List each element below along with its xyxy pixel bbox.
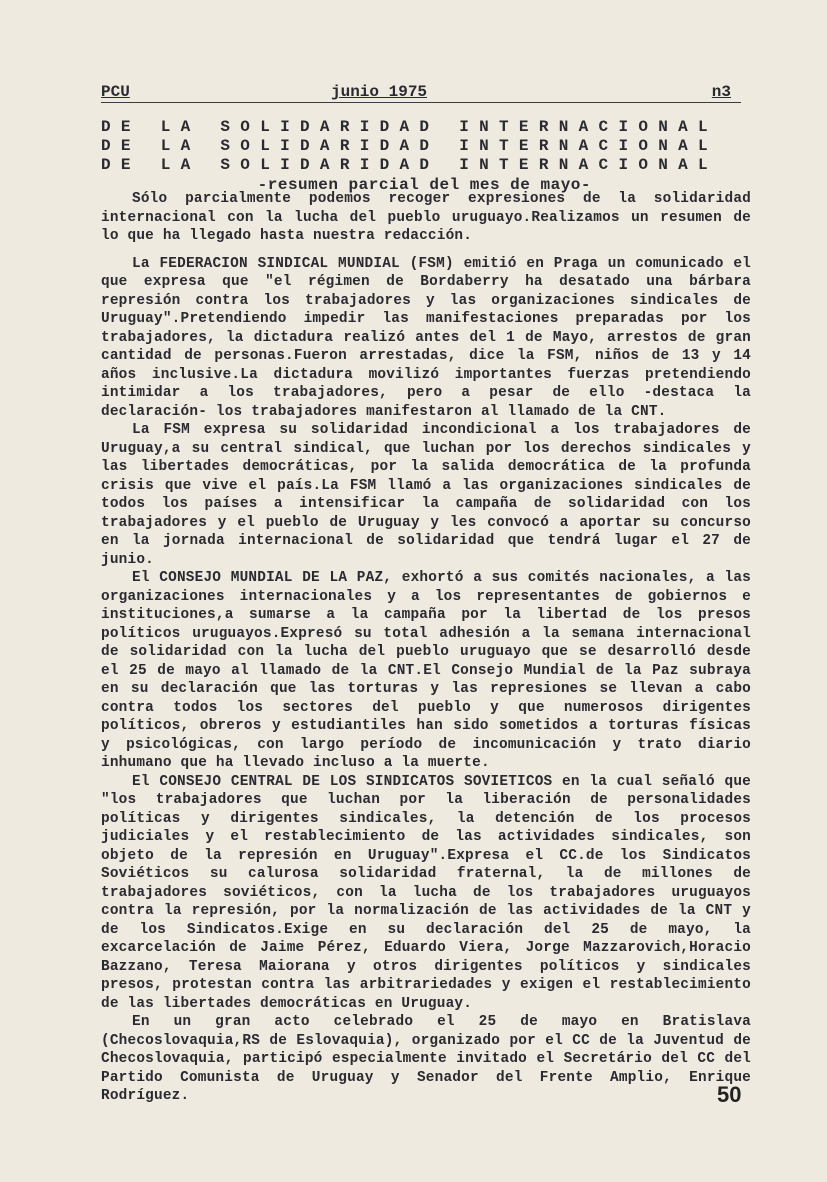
header-issue-number: n3 xyxy=(711,83,731,101)
paragraph-fsm-solidarity: La FSM expresa su solidaridad incondicional a los trabajadores de Uruguay,a su central sindical, que luchan por los derechos sindicales y las libertades democráticas, por la salida democrática de la profunda crisis que vive el país.La FSM llamó a las organizaciones sindicales de todos los países a intensificar la campaña de solidaridad con los trabajadores y el pueblo de Uruguay y les convocó a aportar su concurso en la jornada internacional de solidaridad que tendrá lugar el 27 de junio. xyxy=(101,422,751,568)
paragraph-soviet-unions: El CONSEJO CENTRAL DE LOS SINDICATOS SOVIETICOS en la cual señaló que "los trabajadores que luchan por la liberación de personalidades políticas y dirigentes sindicales, la detención de los procesos judiciales y el restablecimiento de las actividades sindicales, son objeto de la represión en Uruguay".Expresa el CC.de los Sindicatos Soviéticos su calurosa solidaridad fraternal, la de millones de trabajadores soviéticos, con la lucha de los trabajadores uruguayos contra la represión, por la normalización de las actividades de la CNT y de los Sindicatos.Exige en su declaración del 25 de mayo, la excarcelación de Jaime Pérez, Eduardo Viera, Jorge Mazzarovich,Horacio Bazzano, Teresa Maiorana y otros dirigentes políticos y sindicales presos, protestan contra las arbitrariedades y exigen el restablecimiento de las libertades democráticas en Uruguay. xyxy=(101,773,751,1012)
article-body xyxy=(101,190,751,1106)
article-subtitle: -resumen parcial del mes de mayo- xyxy=(257,176,591,194)
title-line: DE LA SOLIDARIDAD INTERNACIONAL xyxy=(101,156,718,174)
header-date: junio 1975 xyxy=(331,83,428,101)
paragraph-peace-council: El CONSEJO MUNDIAL DE LA PAZ, exhortó a sus comités nacionales, a las organizaciones internacionales y a los representantes de gobiernos e instituciones,a sumarse a la campaña por la libertad de los presos políticos uruguayos.Expresó su total adhesión a la semana internacional de solidaridad con la lucha del pueblo uruguayo que se desarrolló desde el 25 de mayo al llamado de la CNT.El Consejo Mundial de la Paz subraya en su declaración que las torturas y las represiones se llevan a cabo contra todos los sectores del pueblo y que numerosos dirigentes políticos, obreros y estudiantiles han sido sometidos a torturas físicas y psicológicas, con largo período de incomunicación y trato diario inhumano que ha llevado incluso a la muerte. xyxy=(101,570,751,771)
paragraph-fsm: La FEDERACION SINDICAL MUNDIAL (FSM) emitió en Praga un comunicado el que expresa que "el régimen de Bordaberry ha desatado una bárbara represión contra los trabajadores y las organizaciones sindicales de Uruguay".Pretendiendo impedir las manifestaciones preparadas por los trabajadores, la dictadura realizó antes del 1 de Mayo, arrestos de gran cantidad de personas.Fueron arrestadas, dice la FSM, niños de 13 y 14 años inclusive.La dictadura movilizó importantes fuerzas pretendiendo intimidar a los trabajadores, pero a pesar de ello -destaca la declaración- los trabajadores manifestaron al llamado de la CNT. xyxy=(101,255,751,420)
header-publication: PCU xyxy=(101,83,130,101)
paragraph-bratislava: En un gran acto celebrado el 25 de mayo en Bratislava (Checoslovaquia,RS de Eslovaquia), organizado por el CC de la Juventud de Checoslovaquia, participó especialmente invitado el Secretário del CC del Partido Comunista de Uruguay y Senador del Frente Amplio, Enrique Rodríguez. xyxy=(101,1014,751,1104)
paragraph-intro: Sólo parcialmente podemos recoger expresiones de la solidaridad internacional con la lucha del pueblo uruguayo.Realizamos un resumen de lo que ha llegado hasta nuestra redacción. xyxy=(101,191,751,244)
article-title xyxy=(101,118,741,195)
title-line: DE LA SOLIDARIDAD INTERNACIONAL xyxy=(101,137,718,155)
header-rule xyxy=(101,102,741,103)
title-line: DE LA SOLIDARIDAD INTERNACIONAL xyxy=(101,118,718,136)
page-number: 50 xyxy=(717,1082,742,1107)
